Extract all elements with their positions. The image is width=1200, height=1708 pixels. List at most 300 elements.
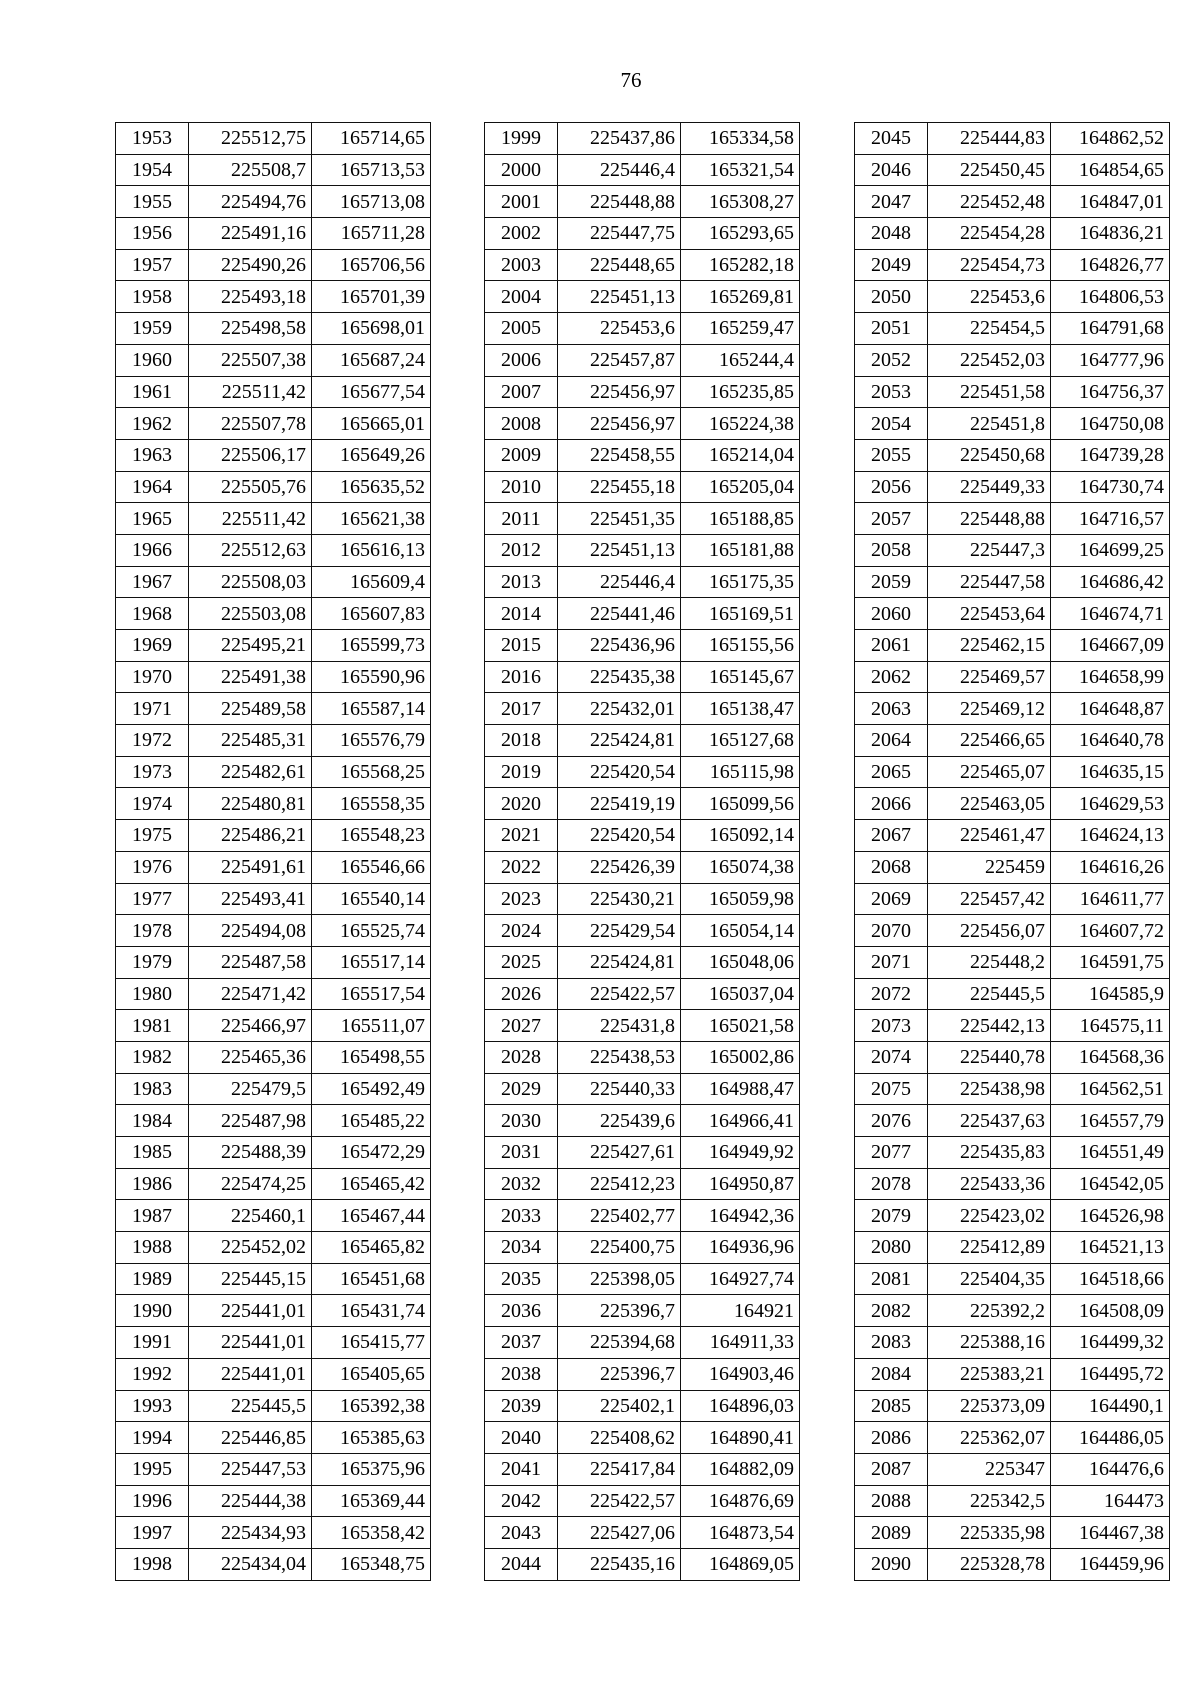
- y-coordinate-cell: 164826,77: [1051, 249, 1170, 281]
- y-coordinate-cell: 164476,6: [1051, 1453, 1170, 1485]
- table-row: [485, 344, 800, 376]
- point-number-cell: 2074: [855, 1041, 928, 1073]
- table-row: [485, 218, 800, 250]
- point-number-cell: 2019: [485, 756, 558, 788]
- table-row: [116, 218, 431, 250]
- y-coordinate-cell: 165169,51: [681, 598, 800, 630]
- table-row: [485, 1137, 800, 1169]
- y-coordinate-cell: 165465,42: [312, 1168, 431, 1200]
- y-coordinate-cell: 164499,32: [1051, 1327, 1170, 1359]
- table-row: [855, 281, 1170, 313]
- y-coordinate-cell: 165558,35: [312, 788, 431, 820]
- point-number-cell: 2072: [855, 978, 928, 1010]
- point-number-cell: 1994: [116, 1422, 189, 1454]
- table-row: [116, 1453, 431, 1485]
- x-coordinate-cell: 225446,4: [558, 154, 681, 186]
- point-number-cell: 2052: [855, 344, 928, 376]
- y-coordinate-cell: 164699,25: [1051, 534, 1170, 566]
- x-coordinate-cell: 225388,16: [928, 1327, 1051, 1359]
- point-number-cell: 1957: [116, 249, 189, 281]
- x-coordinate-cell: 225448,2: [928, 946, 1051, 978]
- page-number: 76: [620, 68, 642, 92]
- table-row: [855, 218, 1170, 250]
- y-coordinate-cell: 164847,01: [1051, 186, 1170, 218]
- table-row: [485, 281, 800, 313]
- x-coordinate-cell: 225508,03: [189, 566, 312, 598]
- table-row: [485, 1295, 800, 1327]
- table-row: [485, 946, 800, 978]
- y-coordinate-cell: 165467,44: [312, 1200, 431, 1232]
- y-coordinate-cell: 165511,07: [312, 1010, 431, 1042]
- table-row: [116, 756, 431, 788]
- x-coordinate-cell: 225448,88: [928, 503, 1051, 535]
- y-coordinate-cell: 165205,04: [681, 471, 800, 503]
- point-number-cell: 1995: [116, 1453, 189, 1485]
- x-coordinate-cell: 225512,75: [189, 123, 312, 155]
- table-row: [855, 725, 1170, 757]
- y-coordinate-cell: 164869,05: [681, 1548, 800, 1580]
- x-coordinate-cell: 225412,23: [558, 1168, 681, 1200]
- point-number-cell: 1991: [116, 1327, 189, 1359]
- point-number-cell: 1968: [116, 598, 189, 630]
- x-coordinate-cell: 225402,1: [558, 1390, 681, 1422]
- y-coordinate-cell: 165525,74: [312, 915, 431, 947]
- y-coordinate-cell: 165548,23: [312, 820, 431, 852]
- table-row: [855, 1168, 1170, 1200]
- table-row: [116, 503, 431, 535]
- x-coordinate-cell: 225454,73: [928, 249, 1051, 281]
- y-coordinate-cell: 165706,56: [312, 249, 431, 281]
- point-number-cell: 2051: [855, 313, 928, 345]
- table-row: [116, 1548, 431, 1580]
- point-number-cell: 2085: [855, 1390, 928, 1422]
- x-coordinate-cell: 225469,57: [928, 661, 1051, 693]
- point-number-cell: 1966: [116, 534, 189, 566]
- point-number-cell: 2075: [855, 1073, 928, 1105]
- table-row: [116, 661, 431, 693]
- table-row: [116, 820, 431, 852]
- x-coordinate-cell: 225383,21: [928, 1358, 1051, 1390]
- point-number-cell: 1978: [116, 915, 189, 947]
- y-coordinate-cell: 164730,74: [1051, 471, 1170, 503]
- point-number-cell: 1969: [116, 630, 189, 662]
- y-coordinate-cell: 164966,41: [681, 1105, 800, 1137]
- table-row: [116, 630, 431, 662]
- y-coordinate-cell: 164942,36: [681, 1200, 800, 1232]
- point-number-cell: 1985: [116, 1137, 189, 1169]
- table-row: [116, 1422, 431, 1454]
- point-number-cell: 2023: [485, 883, 558, 915]
- x-coordinate-cell: 225434,93: [189, 1517, 312, 1549]
- point-number-cell: 1996: [116, 1485, 189, 1517]
- x-coordinate-cell: 225437,86: [558, 123, 681, 155]
- y-coordinate-cell: 164750,08: [1051, 408, 1170, 440]
- point-number-cell: 2001: [485, 186, 558, 218]
- point-number-cell: 2021: [485, 820, 558, 852]
- x-coordinate-cell: 225444,38: [189, 1485, 312, 1517]
- table-row: [116, 1517, 431, 1549]
- table-row: [485, 1327, 800, 1359]
- y-coordinate-cell: 165431,74: [312, 1295, 431, 1327]
- y-coordinate-cell: 165485,22: [312, 1105, 431, 1137]
- point-number-cell: 1979: [116, 946, 189, 978]
- table-row: [485, 598, 800, 630]
- y-coordinate-cell: 165369,44: [312, 1485, 431, 1517]
- x-coordinate-cell: 225402,77: [558, 1200, 681, 1232]
- point-number-cell: 2042: [485, 1485, 558, 1517]
- point-number-cell: 2067: [855, 820, 928, 852]
- point-number-cell: 2056: [855, 471, 928, 503]
- x-coordinate-cell: 225424,81: [558, 946, 681, 978]
- x-coordinate-cell: 225448,65: [558, 249, 681, 281]
- point-number-cell: 2031: [485, 1137, 558, 1169]
- point-number-cell: 1971: [116, 693, 189, 725]
- point-number-cell: 2049: [855, 249, 928, 281]
- point-number-cell: 2038: [485, 1358, 558, 1390]
- x-coordinate-cell: 225474,25: [189, 1168, 312, 1200]
- y-coordinate-cell: 165590,96: [312, 661, 431, 693]
- y-coordinate-cell: 164585,9: [1051, 978, 1170, 1010]
- point-number-cell: 1982: [116, 1041, 189, 1073]
- x-coordinate-cell: 225505,76: [189, 471, 312, 503]
- x-coordinate-cell: 225451,13: [558, 281, 681, 313]
- table-row: [855, 756, 1170, 788]
- x-coordinate-cell: 225441,01: [189, 1327, 312, 1359]
- point-number-cell: 1980: [116, 978, 189, 1010]
- x-coordinate-cell: 225451,35: [558, 503, 681, 535]
- table-row: [116, 1390, 431, 1422]
- point-number-cell: 2035: [485, 1263, 558, 1295]
- point-number-cell: 2037: [485, 1327, 558, 1359]
- table-row: [485, 820, 800, 852]
- x-coordinate-cell: 225460,1: [189, 1200, 312, 1232]
- x-coordinate-cell: 225447,53: [189, 1453, 312, 1485]
- x-coordinate-cell: 225451,58: [928, 376, 1051, 408]
- y-coordinate-cell: 164629,53: [1051, 788, 1170, 820]
- table-row: [855, 1295, 1170, 1327]
- x-coordinate-cell: 225455,18: [558, 471, 681, 503]
- table-row: [855, 566, 1170, 598]
- point-number-cell: 2071: [855, 946, 928, 978]
- x-coordinate-cell: 225445,5: [928, 978, 1051, 1010]
- y-coordinate-cell: 164624,13: [1051, 820, 1170, 852]
- table-row: [485, 1548, 800, 1580]
- table-row: [485, 693, 800, 725]
- y-coordinate-cell: 165392,38: [312, 1390, 431, 1422]
- y-coordinate-cell: 165115,98: [681, 756, 800, 788]
- x-coordinate-cell: 225458,55: [558, 439, 681, 471]
- point-number-cell: 2024: [485, 915, 558, 947]
- table-row: [116, 1327, 431, 1359]
- x-coordinate-cell: 225440,33: [558, 1073, 681, 1105]
- point-number-cell: 1967: [116, 566, 189, 598]
- y-coordinate-cell: 165665,01: [312, 408, 431, 440]
- y-coordinate-cell: 165308,27: [681, 186, 800, 218]
- table-row: [485, 123, 800, 155]
- point-number-cell: 2046: [855, 154, 928, 186]
- point-number-cell: 2033: [485, 1200, 558, 1232]
- table-row: [485, 1041, 800, 1073]
- point-number-cell: 2045: [855, 123, 928, 155]
- point-number-cell: 2058: [855, 534, 928, 566]
- point-number-cell: 1981: [116, 1010, 189, 1042]
- table-row: [116, 566, 431, 598]
- point-number-cell: 1992: [116, 1358, 189, 1390]
- point-number-cell: 2053: [855, 376, 928, 408]
- y-coordinate-cell: 165621,38: [312, 503, 431, 535]
- y-coordinate-cell: 165711,28: [312, 218, 431, 250]
- table-row: [855, 1548, 1170, 1580]
- point-number-cell: 2047: [855, 186, 928, 218]
- y-coordinate-cell: 165145,67: [681, 661, 800, 693]
- table-row: [485, 534, 800, 566]
- point-number-cell: 2048: [855, 218, 928, 250]
- table-row: [116, 439, 431, 471]
- y-coordinate-cell: 165576,79: [312, 725, 431, 757]
- table-row: [116, 1073, 431, 1105]
- table-row: [855, 788, 1170, 820]
- table-row: [116, 915, 431, 947]
- coordinate-table-1: [115, 122, 431, 1581]
- x-coordinate-cell: 225465,36: [189, 1041, 312, 1073]
- point-number-cell: 2036: [485, 1295, 558, 1327]
- point-number-cell: 2073: [855, 1010, 928, 1042]
- table-row: [485, 154, 800, 186]
- point-number-cell: 2079: [855, 1200, 928, 1232]
- point-number-cell: 2039: [485, 1390, 558, 1422]
- table-row: [116, 1358, 431, 1390]
- point-number-cell: 1990: [116, 1295, 189, 1327]
- y-coordinate-cell: 165451,68: [312, 1263, 431, 1295]
- y-coordinate-cell: 164890,41: [681, 1422, 800, 1454]
- table-row: [855, 630, 1170, 662]
- y-coordinate-cell: 164927,74: [681, 1263, 800, 1295]
- x-coordinate-cell: 225486,21: [189, 820, 312, 852]
- y-coordinate-cell: 164473: [1051, 1485, 1170, 1517]
- table-row: [855, 946, 1170, 978]
- x-coordinate-cell: 225396,7: [558, 1358, 681, 1390]
- y-coordinate-cell: 165259,47: [681, 313, 800, 345]
- point-number-cell: 1997: [116, 1517, 189, 1549]
- y-coordinate-cell: 165609,4: [312, 566, 431, 598]
- y-coordinate-cell: 165677,54: [312, 376, 431, 408]
- y-coordinate-cell: 164806,53: [1051, 281, 1170, 313]
- point-number-cell: 2030: [485, 1105, 558, 1137]
- table-row: [855, 1010, 1170, 1042]
- table-row: [116, 471, 431, 503]
- table-row: [855, 471, 1170, 503]
- y-coordinate-cell: 164490,1: [1051, 1390, 1170, 1422]
- x-coordinate-cell: 225452,02: [189, 1232, 312, 1264]
- x-coordinate-cell: 225448,88: [558, 186, 681, 218]
- table-row: [485, 1453, 800, 1485]
- point-number-cell: 2012: [485, 534, 558, 566]
- y-coordinate-cell: 165698,01: [312, 313, 431, 345]
- point-number-cell: 2002: [485, 218, 558, 250]
- y-coordinate-cell: 164936,96: [681, 1232, 800, 1264]
- y-coordinate-cell: 164882,09: [681, 1453, 800, 1485]
- x-coordinate-cell: 225451,8: [928, 408, 1051, 440]
- point-number-cell: 2005: [485, 313, 558, 345]
- x-coordinate-cell: 225342,5: [928, 1485, 1051, 1517]
- table-row: [855, 376, 1170, 408]
- table-row: [116, 408, 431, 440]
- x-coordinate-cell: 225335,98: [928, 1517, 1051, 1549]
- x-coordinate-cell: 225427,61: [558, 1137, 681, 1169]
- table-row: [855, 154, 1170, 186]
- point-number-cell: 1965: [116, 503, 189, 535]
- y-coordinate-cell: 164949,92: [681, 1137, 800, 1169]
- table-row: [855, 439, 1170, 471]
- table-row: [116, 1295, 431, 1327]
- y-coordinate-cell: 165037,04: [681, 978, 800, 1010]
- y-coordinate-cell: 164467,38: [1051, 1517, 1170, 1549]
- table-row: [485, 313, 800, 345]
- x-coordinate-cell: 225490,26: [189, 249, 312, 281]
- y-coordinate-cell: 165599,73: [312, 630, 431, 662]
- y-coordinate-cell: 164495,72: [1051, 1358, 1170, 1390]
- y-coordinate-cell: 165021,58: [681, 1010, 800, 1042]
- x-coordinate-cell: 225419,19: [558, 788, 681, 820]
- point-number-cell: 1959: [116, 313, 189, 345]
- table-row: [116, 1010, 431, 1042]
- x-coordinate-cell: 225447,75: [558, 218, 681, 250]
- x-coordinate-cell: 225466,65: [928, 725, 1051, 757]
- x-coordinate-cell: 225485,31: [189, 725, 312, 757]
- y-coordinate-cell: 164562,51: [1051, 1073, 1170, 1105]
- x-coordinate-cell: 225398,05: [558, 1263, 681, 1295]
- y-coordinate-cell: 164911,33: [681, 1327, 800, 1359]
- table-row: [855, 851, 1170, 883]
- point-number-cell: 2008: [485, 408, 558, 440]
- table-row: [855, 598, 1170, 630]
- point-number-cell: 1964: [116, 471, 189, 503]
- table-row: [485, 1422, 800, 1454]
- y-coordinate-cell: 164739,28: [1051, 439, 1170, 471]
- table-row: [855, 1327, 1170, 1359]
- point-number-cell: 2027: [485, 1010, 558, 1042]
- point-number-cell: 1987: [116, 1200, 189, 1232]
- x-coordinate-cell: 225447,3: [928, 534, 1051, 566]
- x-coordinate-cell: 225449,33: [928, 471, 1051, 503]
- table-row: [855, 1517, 1170, 1549]
- point-number-cell: 2000: [485, 154, 558, 186]
- y-coordinate-cell: 165138,47: [681, 693, 800, 725]
- x-coordinate-cell: 225362,07: [928, 1422, 1051, 1454]
- point-number-cell: 2009: [485, 439, 558, 471]
- y-coordinate-cell: 165687,24: [312, 344, 431, 376]
- x-coordinate-cell: 225498,58: [189, 313, 312, 345]
- y-coordinate-cell: 165181,88: [681, 534, 800, 566]
- x-coordinate-cell: 225453,64: [928, 598, 1051, 630]
- x-coordinate-cell: 225438,53: [558, 1041, 681, 1073]
- point-number-cell: 2068: [855, 851, 928, 883]
- point-number-cell: 1956: [116, 218, 189, 250]
- y-coordinate-cell: 165415,77: [312, 1327, 431, 1359]
- y-coordinate-cell: 164591,75: [1051, 946, 1170, 978]
- table-row: [485, 1517, 800, 1549]
- point-number-cell: 2020: [485, 788, 558, 820]
- x-coordinate-cell: 225469,12: [928, 693, 1051, 725]
- point-number-cell: 1973: [116, 756, 189, 788]
- x-coordinate-cell: 225489,58: [189, 693, 312, 725]
- table-row: [485, 1232, 800, 1264]
- x-coordinate-cell: 225426,39: [558, 851, 681, 883]
- y-coordinate-cell: 164526,98: [1051, 1200, 1170, 1232]
- table-row: [855, 1137, 1170, 1169]
- x-coordinate-cell: 225511,42: [189, 503, 312, 535]
- point-number-cell: 2044: [485, 1548, 558, 1580]
- x-coordinate-cell: 225457,87: [558, 344, 681, 376]
- point-number-cell: 2082: [855, 1295, 928, 1327]
- point-number-cell: 2010: [485, 471, 558, 503]
- x-coordinate-cell: 225482,61: [189, 756, 312, 788]
- coordinate-table-3: [854, 122, 1170, 1581]
- y-coordinate-cell: 164542,05: [1051, 1168, 1170, 1200]
- table-row: [116, 1200, 431, 1232]
- x-coordinate-cell: 225507,38: [189, 344, 312, 376]
- table-row: [855, 408, 1170, 440]
- table-row: [855, 978, 1170, 1010]
- x-coordinate-cell: 225456,97: [558, 408, 681, 440]
- x-coordinate-cell: 225491,38: [189, 661, 312, 693]
- y-coordinate-cell: 165472,29: [312, 1137, 431, 1169]
- x-coordinate-cell: 225347: [928, 1453, 1051, 1485]
- x-coordinate-cell: 225494,08: [189, 915, 312, 947]
- y-coordinate-cell: 165293,65: [681, 218, 800, 250]
- y-coordinate-cell: 164667,09: [1051, 630, 1170, 662]
- x-coordinate-cell: 225487,98: [189, 1105, 312, 1137]
- table-row: [855, 534, 1170, 566]
- y-coordinate-cell: 164635,15: [1051, 756, 1170, 788]
- x-coordinate-cell: 225392,2: [928, 1295, 1051, 1327]
- point-number-cell: 2014: [485, 598, 558, 630]
- point-number-cell: 2081: [855, 1263, 928, 1295]
- y-coordinate-cell: 164575,11: [1051, 1010, 1170, 1042]
- x-coordinate-cell: 225437,63: [928, 1105, 1051, 1137]
- point-number-cell: 2062: [855, 661, 928, 693]
- y-coordinate-cell: 165465,82: [312, 1232, 431, 1264]
- point-number-cell: 2066: [855, 788, 928, 820]
- table-row: [116, 249, 431, 281]
- y-coordinate-cell: 165334,58: [681, 123, 800, 155]
- x-coordinate-cell: 225495,21: [189, 630, 312, 662]
- point-number-cell: 1999: [485, 123, 558, 155]
- y-coordinate-cell: 165713,08: [312, 186, 431, 218]
- y-coordinate-cell: 164648,87: [1051, 693, 1170, 725]
- y-coordinate-cell: 165244,4: [681, 344, 800, 376]
- x-coordinate-cell: 225494,76: [189, 186, 312, 218]
- point-number-cell: 2003: [485, 249, 558, 281]
- y-coordinate-cell: 164551,49: [1051, 1137, 1170, 1169]
- x-coordinate-cell: 225422,57: [558, 1485, 681, 1517]
- x-coordinate-cell: 225491,16: [189, 218, 312, 250]
- y-coordinate-cell: 165701,39: [312, 281, 431, 313]
- point-number-cell: 2080: [855, 1232, 928, 1264]
- y-coordinate-cell: 164903,46: [681, 1358, 800, 1390]
- table-row: [485, 915, 800, 947]
- table-row: [485, 408, 800, 440]
- table-row: [855, 1485, 1170, 1517]
- table-row: [116, 883, 431, 915]
- table-row: [855, 915, 1170, 947]
- point-number-cell: 2004: [485, 281, 558, 313]
- x-coordinate-cell: 225408,62: [558, 1422, 681, 1454]
- point-number-cell: 2084: [855, 1358, 928, 1390]
- x-coordinate-cell: 225451,13: [558, 534, 681, 566]
- table-row: [855, 1232, 1170, 1264]
- table-row: [116, 154, 431, 186]
